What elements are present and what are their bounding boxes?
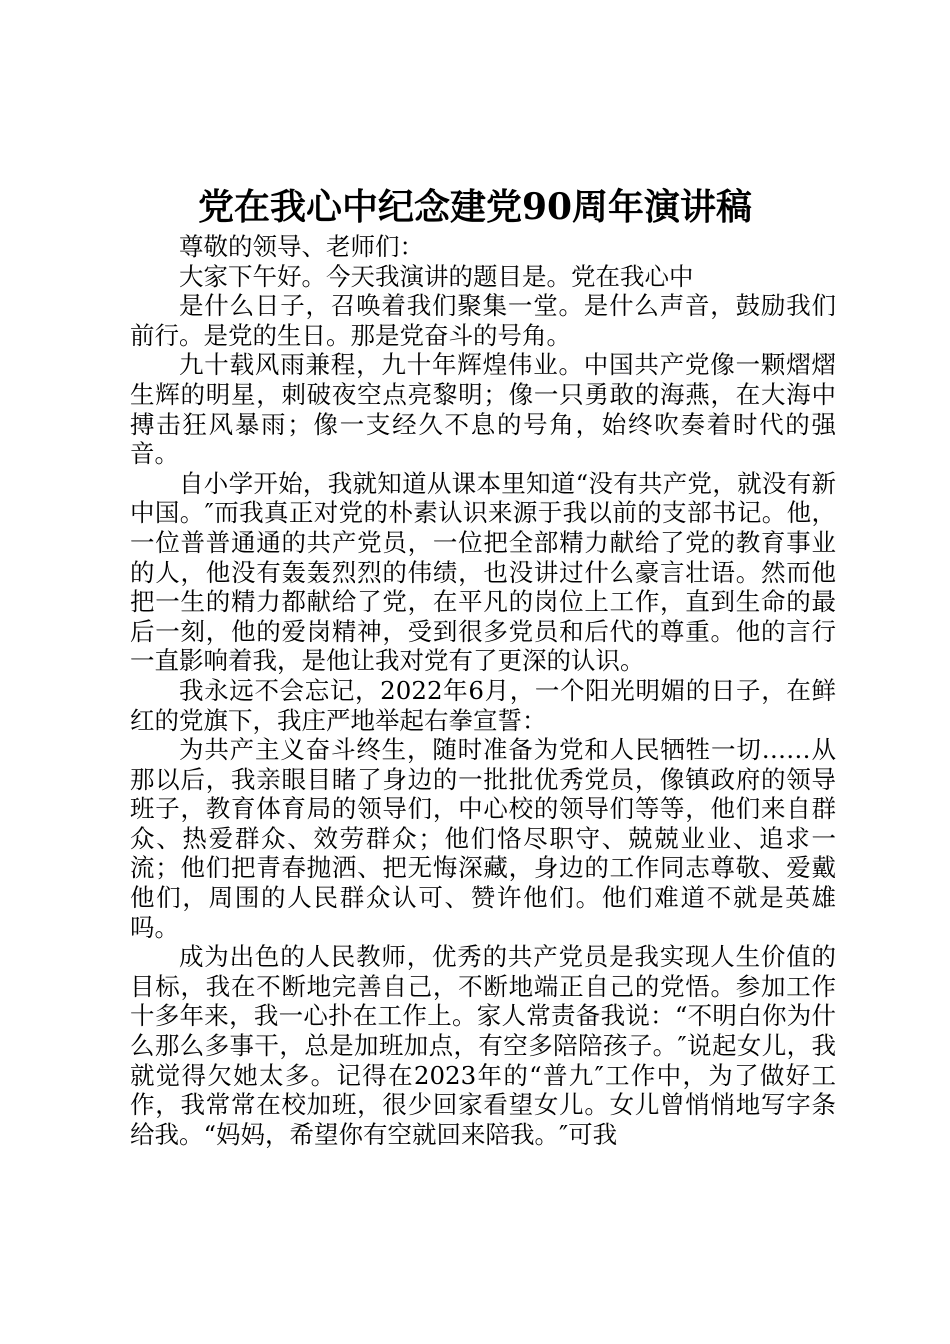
paragraph-greeting: 尊敬的领导、老师们： [179,232,424,261]
paragraph: 九十载风雨兼程，九十年辉煌伟业。中国共产党像一颗熠熠生辉的明星，刺破夜空点亮黎明；像一只勇敢的海燕，在大海中搏击狂风暴雨；像一支经久不息的号角，始终吹奏着时代的强音。 [130,350,836,469]
paragraph: 是什么日子，召唤着我们聚集一堂。是什么声音，鼓励我们前行。是党的生日。那是党奋斗的号角。 [130,291,836,350]
document-title: 党在我心中纪念建党90周年演讲稿 [197,186,753,228]
paragraph: 我永远不会忘记，2022年6月，一个阳光明媚的日子，在鲜红的党旗下，我庄严地举起右拳宣誓： [130,675,836,735]
paragraph: 成为出色的人民教师，优秀的共产党员是我实现人生价值的目标，我在不断地完善自己，不断地端正自己的党悟。参加工作十多年来，我一心扑在工作上。家人常责备我说：“不明白你为什么那么多事干，总是加班加点，有空多陪陪孩子。″说起女儿，我就觉得欠她太多。记得在2023年的“普九″工作中，为了做好工作，我常常在校加班，很少回家看望女儿。女儿曾悄悄地写字条给我。“妈妈，希望你有空就回来陪我。″可我 [130,942,836,1149]
paragraph: 自小学开始，我就知道从课本里知道“没有共产党，就没有新中国。″而我真正对党的朴素认识来源于我以前的支部书记。他，一位普普通通的共产党员，一位把全部精力献给了党的教育事业的人，他没有轰轰烈烈的伟绩，也没讲过什么豪言壮语。然而他把一生的精力都献给了党，在平凡的岗位上工作，直到生命的最后一刻，他的爱岗精神，受到很多党员和后代的尊重。他的言行一直影响着我，是他让我对党有了更深的认识。 [130,468,836,676]
paragraph-opening: 大家下午好。今天我演讲的题目是。党在我心中 [179,261,694,291]
document-body [130,232,836,1149]
paragraph: 为共产主义奋斗终生，随时准备为党和人民牺牲一切……从那以后，我亲眼目睹了身边的一批批优秀党员，像镇政府的领导班子，教育体育局的领导们，中心校的领导们等等，他们来自群众、热爱群众、效劳群众；他们恪尽职守、兢兢业业、追求一流；他们把青春抛洒、把无悔深藏，身边的工作同志尊敬、爱戴他们，周围的人民群众认可、赞许他们。他们难道不就是英雄吗。 [130,735,836,942]
